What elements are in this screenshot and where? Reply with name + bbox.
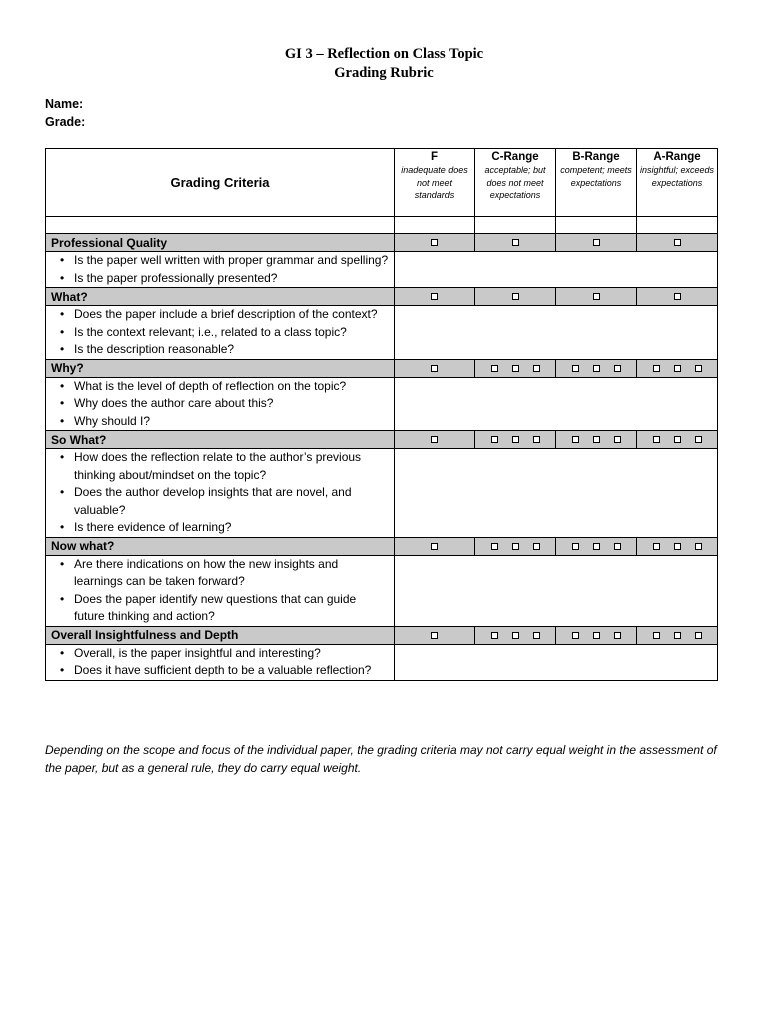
list-item [60,484,390,519]
grade-checkbox[interactable] [431,632,438,639]
grade-checkbox-cell [637,626,718,644]
grade-checkbox-cell [475,626,556,644]
grade-checkbox[interactable] [533,436,540,443]
grade-checkbox[interactable] [512,436,519,443]
section-title: Professional Quality [46,234,395,252]
section-items-professional-quality [46,252,718,288]
list-item [60,413,390,431]
grade-checkbox-cell [395,537,475,555]
question-text: Is there evidence of learning? [74,520,232,534]
grade-description: competent; meets expectations [560,165,632,188]
grade-checkbox-cell [395,359,475,377]
bullet-icon: • [60,253,65,267]
grade-name: F [430,151,439,163]
section-header-so-what [46,431,718,449]
question-list [46,556,390,626]
grade-checkbox[interactable] [512,543,519,550]
grade-checkbox-cell [556,359,637,377]
section-items-what [46,306,718,360]
question-text: Are there indications on how the new insights and learnings can be taken forward? [74,556,339,588]
section-header-professional-quality [46,234,718,252]
question-text: Is the paper well written with proper grammar and spelling? [74,253,389,267]
grade-checkbox[interactable] [653,632,660,639]
grade-checkbox-cell [556,288,637,306]
grade-header-c [475,149,556,217]
question-list [46,378,390,431]
grade-notes-cell[interactable] [395,449,718,538]
grade-checkbox-cell [637,537,718,555]
bullet-icon: • [60,413,65,428]
grade-checkbox-cell [637,234,718,252]
grade-notes-cell[interactable] [395,644,718,680]
grade-header-f [395,149,475,217]
section-items-overall-insightfulness [46,644,718,680]
grade-checkbox[interactable] [614,632,621,639]
bullet-icon: • [60,645,65,660]
grade-checkbox[interactable] [653,436,660,443]
criteria-questions [46,377,395,431]
bullet-icon: • [60,450,65,464]
grade-checkbox-cell [556,234,637,252]
grade-checkbox[interactable] [512,632,519,639]
grade-header-a [637,149,718,217]
grade-checkbox[interactable] [614,543,621,550]
grade-checkbox[interactable] [674,293,681,300]
empty-row [46,217,718,234]
grade-notes-cell[interactable] [395,555,718,626]
list-item [60,270,390,288]
criteria-questions [46,449,395,538]
grade-checkbox-cell [637,431,718,449]
question-text: Is the context relevant; i.e., related to a class topic? [74,324,347,339]
list-item [60,341,390,359]
section-header-why [46,359,718,377]
grade-checkbox[interactable] [491,436,498,443]
grade-checkbox[interactable] [431,365,438,372]
grade-checkbox[interactable] [572,436,579,443]
grade-checkbox[interactable] [695,632,702,639]
grade-checkbox-cell [395,234,475,252]
grade-checkbox[interactable] [674,543,681,550]
grade-checkbox[interactable] [533,543,540,550]
grade-checkbox[interactable] [695,365,702,372]
grade-checkbox[interactable] [593,543,600,550]
table-header-row [46,149,718,217]
grade-checkbox-cell [475,288,556,306]
question-text: Is the description reasonable? [74,342,235,356]
section-header-what [46,288,718,306]
grade-checkbox[interactable] [431,239,438,246]
grade-checkbox[interactable] [491,543,498,550]
grade-checkbox[interactable] [614,365,621,372]
grade-checkbox[interactable] [533,632,540,639]
question-text: Why should I? [74,413,151,428]
question-list [46,449,390,537]
grade-checkbox[interactable] [695,543,702,550]
grade-header-b [556,149,637,217]
grade-checkbox-cell [637,359,718,377]
grade-checkbox-cell [556,626,637,644]
grade-checkbox[interactable] [572,632,579,639]
bullet-icon: • [60,324,65,339]
document-title: GI 3 – Reflection on Class Topic [284,46,484,62]
grade-checkbox[interactable] [695,436,702,443]
grade-checkbox[interactable] [674,365,681,372]
criteria-questions [46,555,395,626]
grade-description: inadequate does not meet standards [401,165,468,200]
list-item [60,378,390,396]
criteria-questions [46,644,395,680]
section-title: What? [46,288,395,306]
grade-name: A-Range [653,151,701,163]
grade-checkbox[interactable] [491,365,498,372]
grade-checkbox[interactable] [431,436,438,443]
criteria-questions [46,306,395,360]
bullet-icon: • [60,591,65,606]
grade-checkbox[interactable] [593,436,600,443]
grade-checkbox[interactable] [593,632,600,639]
grade-checkbox-cell [556,431,637,449]
grade-checkbox[interactable] [614,436,621,443]
question-list [46,252,390,287]
bullet-icon: • [60,270,65,285]
grade-checkbox-cell [395,431,475,449]
question-text: Is the paper professionally presented? [74,270,278,285]
section-items-now-what [46,555,718,626]
grade-notes-cell[interactable] [395,377,718,431]
question-text: Overall, is the paper insightful and interesting? [74,645,321,660]
section-header-overall-insightfulness [46,626,718,644]
grade-label: Grade: [45,115,86,129]
section-items-so-what [46,449,718,538]
document-subtitle: Grading Rubric [334,65,434,81]
grade-name: C-Range [491,151,539,163]
grade-notes-cell[interactable] [395,306,718,360]
grade-checkbox-cell [637,288,718,306]
list-item [60,324,390,342]
list-item [60,519,390,537]
grade-checkbox[interactable] [572,365,579,372]
question-text: Does the paper include a brief description of the context? [74,307,378,321]
grading-rubric-table [45,148,718,681]
bullet-icon: • [60,342,65,356]
section-title: Overall Insightfulness and Depth [46,626,395,644]
grade-checkbox[interactable] [431,543,438,550]
grade-checkbox[interactable] [512,365,519,372]
grade-notes-cell[interactable] [395,252,718,288]
bullet-icon: • [60,485,65,499]
grade-checkbox[interactable] [491,632,498,639]
grade-checkbox[interactable] [512,293,519,300]
grade-description: acceptable; but does not meet expectations [484,165,546,200]
grade-description: insightful; exceeds expectations [639,165,715,188]
grade-checkbox[interactable] [593,239,600,246]
list-item [60,395,390,413]
list-item [60,306,390,324]
section-title: Why? [46,359,395,377]
bullet-icon: • [60,396,65,410]
grade-checkbox[interactable] [593,365,600,372]
grade-name: B-Range [572,151,620,163]
question-text: Does the paper identify new questions that can guide future thinking and action? [74,591,357,623]
bullet-icon: • [60,307,65,321]
grade-checkbox-cell [395,626,475,644]
section-items-why [46,377,718,431]
section-header-now-what [46,537,718,555]
grade-checkbox[interactable] [593,293,600,300]
name-label: Name: [45,97,84,111]
grade-checkbox-cell [556,537,637,555]
grade-checkbox[interactable] [533,365,540,372]
grade-checkbox[interactable] [674,436,681,443]
grade-checkbox-cell [475,359,556,377]
grade-checkbox[interactable] [512,239,519,246]
question-text: Does the author develop insights that are novel, and valuable? [74,485,352,517]
grade-checkbox-cell [395,288,475,306]
question-list [46,645,390,680]
bullet-icon: • [60,378,65,393]
list-item [60,449,390,484]
grade-checkbox[interactable] [653,365,660,372]
question-text: Does it have sufficient depth to be a valuable reflection? [74,663,372,677]
section-title: So What? [46,431,395,449]
grade-checkbox[interactable] [674,632,681,639]
criteria-header: Grading Criteria [46,149,395,217]
bullet-icon: • [60,556,65,571]
footnote: Depending on the scope and focus of the individual paper, the grading criteria may not carry equal weight in the assessment of the paper, but as a general rule, they do carry equal weight. [45,743,717,775]
grade-checkbox[interactable] [431,293,438,300]
question-text: Why does the author care about this? [74,396,274,410]
question-list [46,306,390,359]
grade-checkbox[interactable] [653,543,660,550]
question-text: How does the reflection relate to the author’s previous thinking about/mindset on the topic? [74,450,362,482]
list-item [60,645,390,663]
list-item [60,591,390,626]
grade-checkbox[interactable] [572,543,579,550]
bullet-icon: • [60,663,65,677]
grade-checkbox-cell [475,537,556,555]
list-item [60,252,390,270]
grade-checkbox-cell [475,234,556,252]
list-item [60,662,390,680]
grade-checkbox[interactable] [674,239,681,246]
section-title: Now what? [46,537,395,555]
grade-checkbox-cell [475,431,556,449]
criteria-questions [46,252,395,288]
question-text: What is the level of depth of reflection on the topic? [74,378,347,393]
list-item [60,556,390,591]
bullet-icon: • [60,520,65,534]
